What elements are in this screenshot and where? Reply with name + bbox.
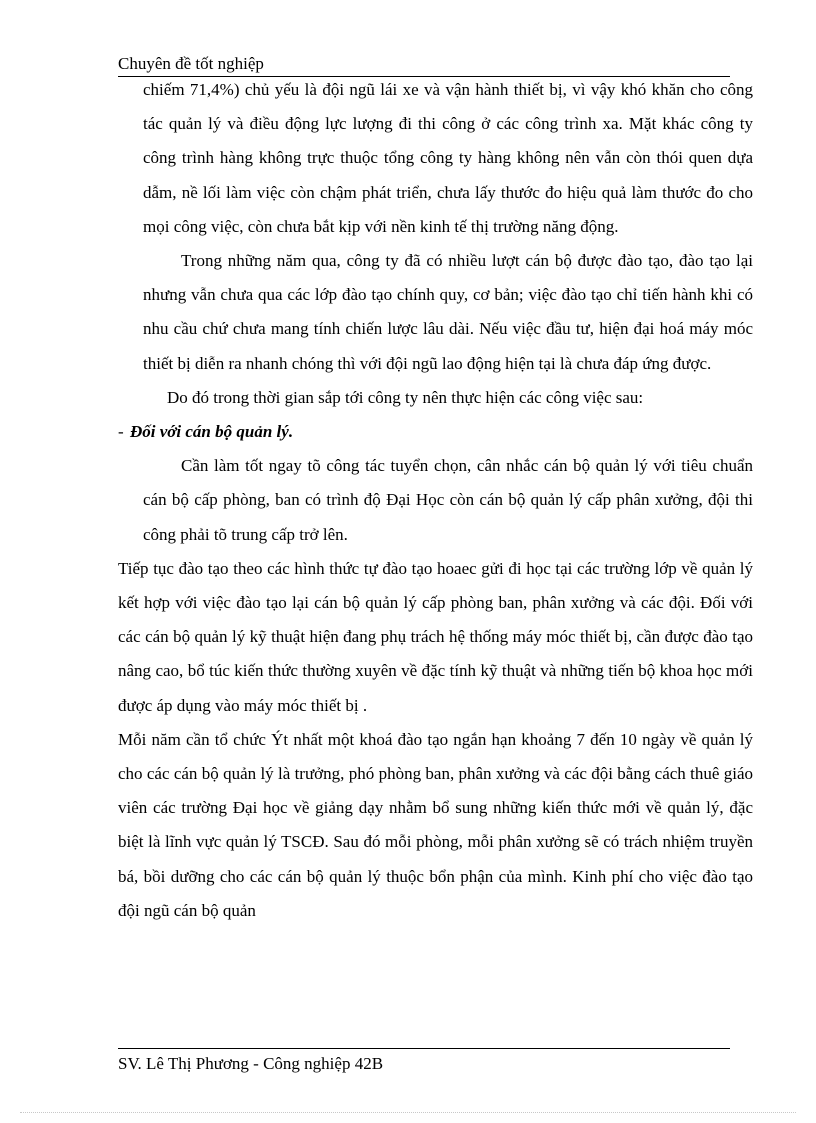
document-body: [118, 73, 753, 928]
section-heading: [118, 415, 753, 449]
paragraph-4: Cần làm tốt ngay tõ công tác tuyển chọn, cân nhắc cán bộ quản lý với tiêu chuẩn cán bộ cấp phòng, ban có trình độ Đại Học còn cán bộ quản lý cấp phân xưởng, đội thi công phải tõ trung cấp trở lên.: [143, 456, 753, 544]
page-footer-author: SV. Lê Thị Phương - Công nghiệp 42B: [118, 1054, 384, 1073]
footer-divider: [118, 1048, 730, 1049]
page-bottom-edge: [20, 1112, 796, 1113]
paragraph-1: chiếm 71,4%) chủ yếu là đội ngũ lái xe và vận hành thiết bị, vì vậy khó khăn cho công tác quản lý và điều động lực lượng đi thi công ở các công trình xa. Mặt khác công ty công trình hàng không trực thuộc tổng công ty hàng không nên vẫn còn thói quen dựa dẫm, nề lối làm việc còn chậm phát triển, chưa lấy thước đo hiệu quả làm thước đo cho mọi công việc, còn chưa bắt kịp với nền kinh tế thị trường năng động.: [143, 80, 753, 236]
section-heading-text: Đối với cán bộ quản lý.: [130, 422, 294, 442]
bullet-dash-icon: -: [118, 422, 124, 442]
paragraph-3: Do đó trong thời gian sắp tới công ty nên thực hiện các công việc sau:: [167, 387, 644, 407]
paragraph-2: Trong những năm qua, công ty đã có nhiều lượt cán bộ được đào tạo, đào tạo lại nhưng vẫn chưa qua các lớp đào tạo chính quy, cơ bản; việc đào tạo chỉ tiến hành khi có nhu cầu chứ chưa mang tính chiến lược lâu dài. Nếu việc đầu tư, hiện đại hoá máy móc thiết bị diễn ra nhanh chóng thì với đội ngũ lao động hiện tại là chưa đáp ứng được.: [143, 251, 753, 373]
paragraph-6: Mỗi năm cần tổ chức Ýt nhất một khoá đào tạo ngắn hạn khoảng 7 đến 10 ngày về quản lý cho các cán bộ quản lý là trưởng, phó phòng ban, phân xưởng và các đội bằng cách thuê giáo viên các trường Đại học về giảng dạy nhằm bổ sung những kiến thức mới về quản lý, đặc biệt là lĩnh vực quản lý TSCĐ. Sau đó mỗi phòng, mỗi phân xưởng sẽ có trách nhiệm truyền bá, bồi dưỡng cho các cán bộ quản lý thuộc bổn phận của mình. Kinh phí cho việc đào tạo đội ngũ cán bộ quản: [118, 729, 753, 920]
page-header-title: Chuyên đề tốt nghiệp: [118, 54, 264, 73]
paragraph-5: Tiếp tục đào tạo theo các hình thức tự đào tạo hoaec gửi đi học tại các trường lớp về quản lý kết hợp với việc đào tạo lại cán bộ quản lý cấp phòng ban, phân xưởng và các đội. Đối với các cán bộ quản lý kỹ thuật hiện đang phụ trách hệ thống máy móc thiết bị, cần được đào tạo nâng cao, bổ túc kiến thức thường xuyên về đặc tính kỹ thuật và những tiến bộ khoa học mới được áp dụng vào máy móc thiết bị .: [118, 558, 753, 715]
